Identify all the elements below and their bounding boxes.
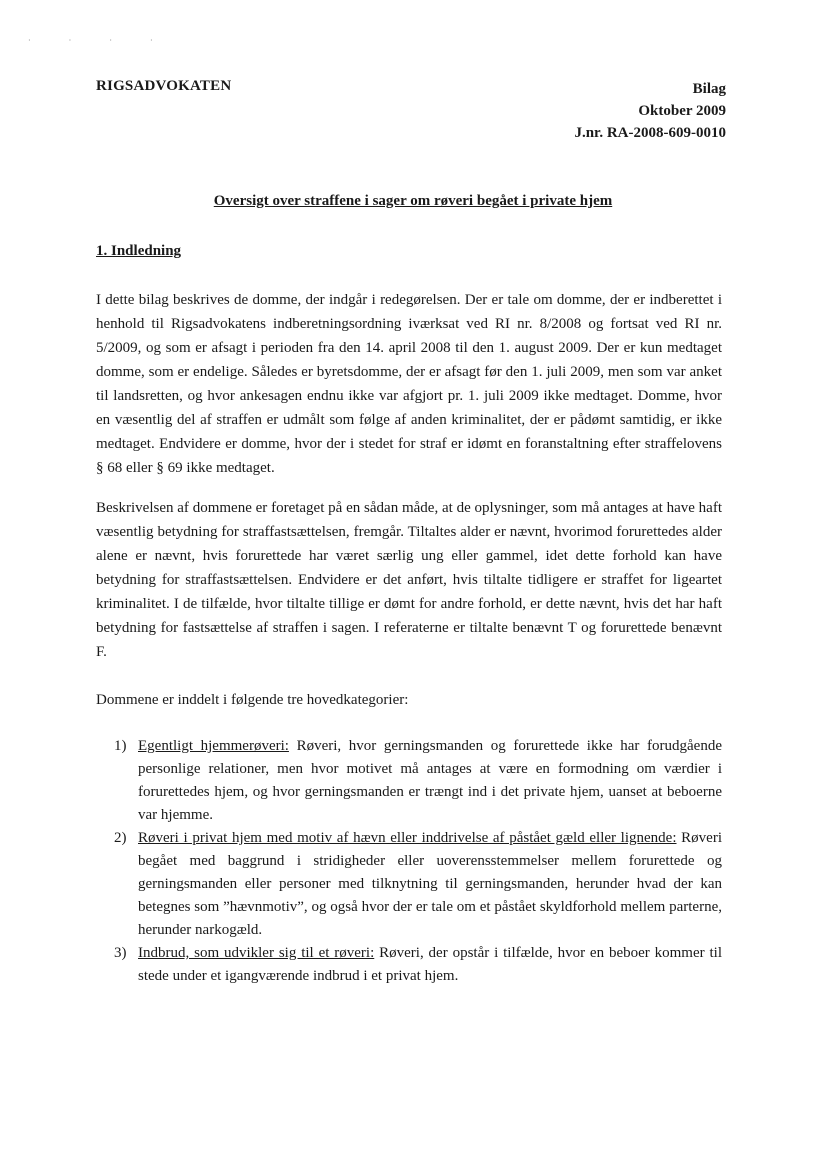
document-date: Oktober 2009 xyxy=(638,103,726,119)
scan-artifacts: · · · · xyxy=(28,36,171,45)
list-item-number: 1) xyxy=(114,738,127,754)
document-meta xyxy=(574,78,726,144)
category-text: Røveri begået med baggrund i stridigheder eller uoverensstemmelser mellem forurettede og gerningsmanden eller personer med tilknytning til gerningsmanden, herunder hvad der kan betegnes som ”hævnmotiv”, og også hvor der er tale om et påstået skyldforhold mellem parterne, herunder narkogæld. xyxy=(138,830,722,938)
category-text: Røveri, hvor gerningsmanden og forurettede ikke har forudgående personlige relationer, men hvor motivet må antages at være en formodning om værdier i forurettedes hjem, og hvor gerningsmanden er trængt ind i det private hjem, uanset at beboerne var hjemme. xyxy=(138,738,722,823)
paragraph-introduction: I dette bilag beskrives de domme, der indgår i redegørelsen. Der er tale om domme, der er indberettet i henhold til Rigsadvokatens indberetningsordning iværksat ved RI nr. 8/2008 og fortsat ved RI nr. 5/2009, og som er afsagt i perioden fra den 14. april 2008 til den 1. august 2009. Der er kun medtaget domme, som er endelige. Således er byretsdomme, der er afsagt før den 1. juli 2009, men som var anket til landsretten, og hvor ankesagen endnu ikke var afgjort pr. 1. juli 2009 ikke medtaget. Domme, hvor en væsentlig del af straffen er udmålt som følge af anden kriminalitet, der er pådømt samtidig, er ikke medtaget. Endvidere er domme, hvor der i stedet for straf er idømt en foranstaltning efter straffelovens § 68 eller § 69 ikke medtaget. xyxy=(96,292,722,476)
paragraph-description: Beskrivelsen af dommene er foretaget på en sådan måde, at de oplysninger, som må antages at have haft væsentlig betydning for straffastsættelsen, fremgår. Tiltaltes alder er nævnt, hvorimod forurettedes alder alene er nævnt, hvis forurettede har været særlig ung eller gammel, idet dette forhold kan have betydning for straffastsættelsen. Endvidere er det anført, hvis tiltalte tidligere er straffet for ligeartet kriminalitet. I de tilfælde, hvor tiltalte tillige er dømt for andre forhold, er dette nævnt, hvis det har haft betydning for fastsættelse af straffen i sagen. I referaterne er tiltalte benævnt T og forurettede benævnt F. xyxy=(96,500,722,660)
journal-number: J.nr. RA-2008-609-0010 xyxy=(574,125,726,141)
category-list xyxy=(96,735,722,988)
list-item xyxy=(96,827,722,942)
list-item-number: 3) xyxy=(114,945,127,961)
document-title: Oversigt over straffene i sager om røveri begået i private hjem xyxy=(213,193,613,209)
category-label: Indbrud, som udvikler sig til et røveri: xyxy=(138,945,375,961)
category-label: Egentligt hjemmerøveri: xyxy=(138,738,289,754)
organization-name: RIGSADVOKATEN xyxy=(96,78,232,94)
list-item xyxy=(96,942,722,988)
category-label: Røveri i privat hjem med motiv af hævn eller inddrivelse af påstået gæld eller lignende: xyxy=(138,830,677,846)
list-item xyxy=(96,735,722,827)
attachment-label: Bilag xyxy=(692,81,726,97)
paragraph-categories-intro: Dommene er inddelt i følgende tre hovedkategorier: xyxy=(96,692,409,708)
section-heading: 1. Indledning xyxy=(96,243,182,259)
category-text: Røveri, der opstår i tilfælde, hvor en beboer kommer til stede under et igangværende indbrud i et privat hjem. xyxy=(138,945,722,984)
list-item-number: 2) xyxy=(114,830,127,846)
